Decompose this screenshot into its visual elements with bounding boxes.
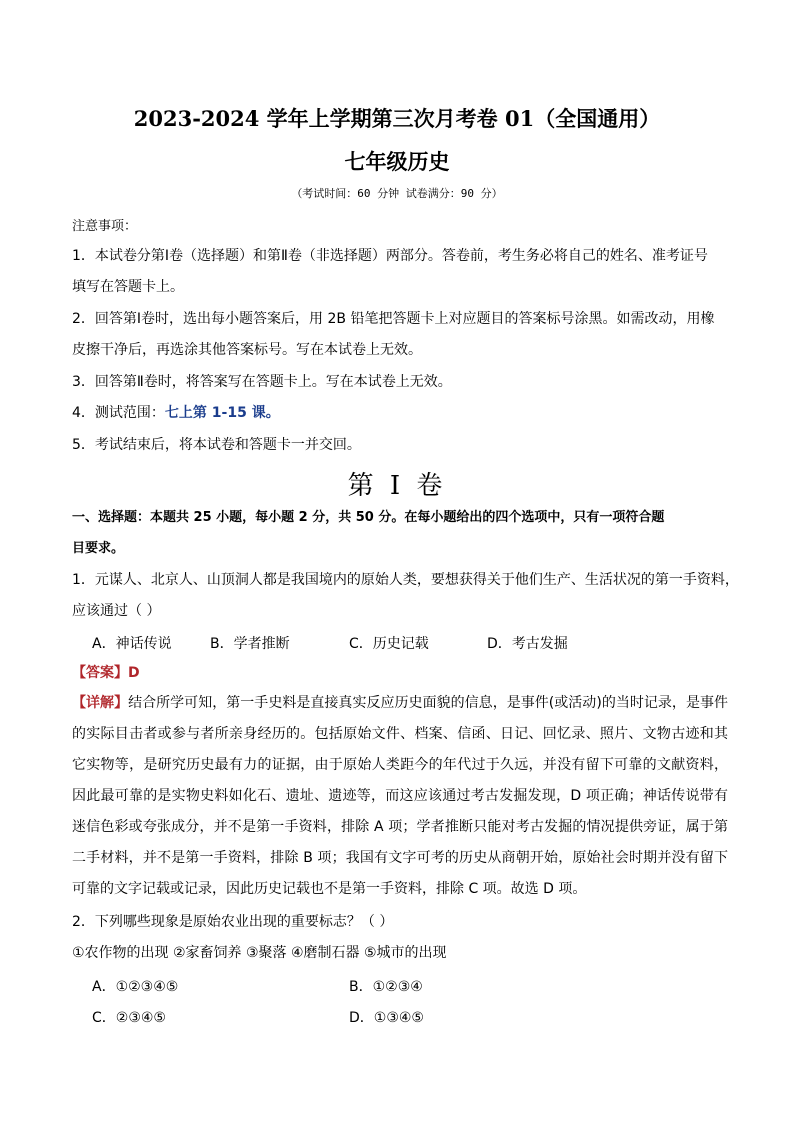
note-2-line-2: 皮擦干净后，再选涂其他答案标号。写在本试卷上无效。 [72,342,422,358]
section-title: 第 I 卷 [347,471,447,501]
q1-detail [72,688,728,905]
q1-answer: 【答案】D [72,665,140,681]
q1-stem-line-1: 1．元谋人、北京人、山顶洞人都是我国境内的原始人类，要想获得关于他们生产、生活状况的第一手资料， [72,572,739,588]
q1-detail-label: 【详解】 [72,695,129,711]
q1-option-a: A．神话传说 [92,636,172,652]
section-instruction-line-2: 目要求。 [72,541,125,556]
note-1-line-2: 填写在答题卡上。 [72,279,184,295]
q1-option-d: D．考古发掘 [487,636,568,652]
note-3: 3．回答第Ⅱ卷时，将答案写在答题卡上。写在本试卷上无效。 [72,374,452,390]
q2-option-a: A．①②③④⑤ [92,979,179,995]
test-scope: 七上第 1-15 课。 [164,405,280,421]
exam-title: 2023-2024 学年上学期第三次月考卷 01（全国通用） [133,106,661,131]
subject-title: 七年级历史 [344,149,450,174]
q1-detail-text: 结合所学可知，第一手史料是直接真实反应历史面貌的信息，是事件(或活动)的当时记录，是事件的实际目击者或参与者所亲身经历的。包括原始文件、档案、信函、日记、回忆录、照片、文物古迹和其它实物等，是研究历史最有力的证据，由于原始人类距今的年代过于久远，并没有留下可靠的文献资料，因此最可靠的是实物史料如化石、遗址、遗迹等，而这应该通过考古发掘发现，D 项正确；神话传说带有迷信色彩或夸张成分，并不是第一手资料，排除 A 项；学者推断只能对考古发掘的情况提供旁证，属于第二手材料，并不是第一手资料，排除 B 项；我国有文字可考的历史从商朝开始，原始社会时期并没有留下可靠的文字记载或记录，因此历史记载也不是第一手资料，排除 C 项。故选 D 项。 [72,695,729,897]
q2-option-b: B．①②③④ [349,979,423,995]
note-5: 5．考试结束后，将本试卷和答题卡一并交回。 [72,437,361,453]
q1-option-b: B．学者推断 [210,636,290,652]
q2-stem: 2．下列哪些现象是原始农业出现的重要标志？（ ） [72,914,394,930]
note-4 [72,404,732,422]
note-4-label: 4．测试范围： [72,405,165,421]
q1-stem-line-2: 应该通过（ ） [72,603,161,619]
q2-option-d: D．①③④⑤ [349,1010,424,1026]
q1-option-c: C．历史记载 [349,636,429,652]
q2-option-c: C．②③④⑤ [92,1010,166,1026]
q2-items: ①农作物的出现 ②家畜饲养 ③聚落 ④磨制石器 ⑤城市的出现 [72,945,447,961]
section-instruction-line-1: 一、选择题：本题共 25 小题，每小题 2 分，共 50 分。在每小题给出的四个选项中，只有一项符合题 [72,510,665,525]
note-1-line-1: 1．本试卷分第Ⅰ卷（选择题）和第Ⅱ卷（非选择题）两部分。答卷前，考生务必将自己的姓名、准考证号 [72,248,708,264]
exam-info: （考试时间：60 分钟 试卷满分：90 分） [291,187,503,200]
notes-heading: 注意事项： [72,219,138,234]
note-2-line-1: 2．回答第Ⅰ卷时，选出每小题答案后，用 2B 铅笔把答题卡上对应题目的答案标号涂黑。如需改动，用橡 [72,311,715,327]
